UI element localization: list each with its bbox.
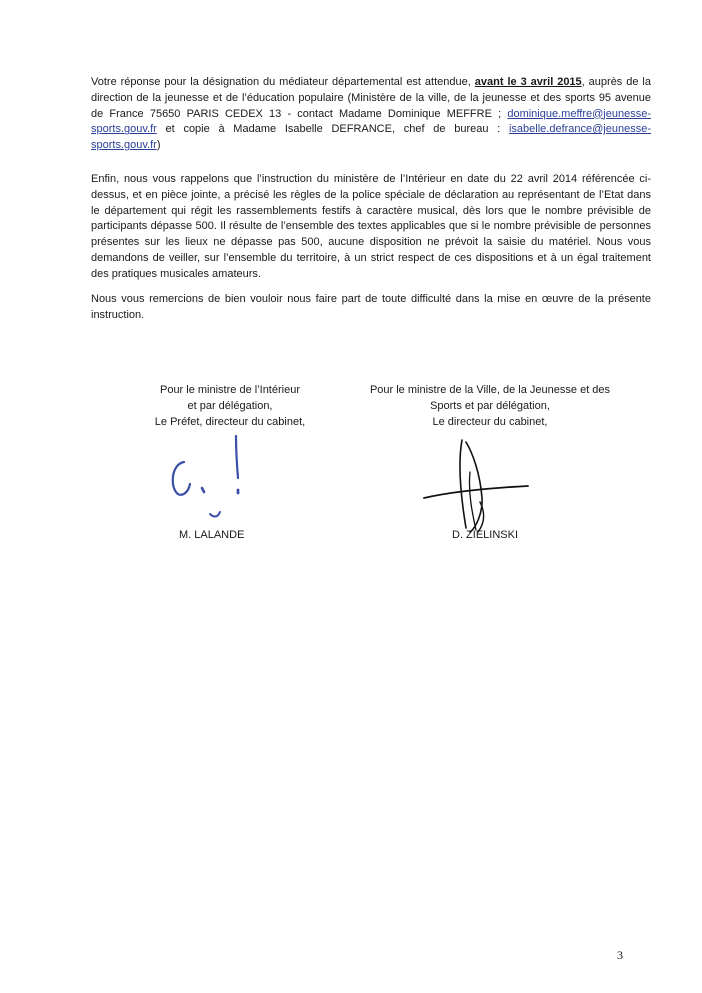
signer-name-zielinski: D. ZIELINSKI [452, 529, 519, 541]
paragraph-instruction-reminder: Enfin, nous vous rappelons que l’instruction du ministère de l’Intérieur en date du 22 avril 2014 référencée ci-dessus, et en pièce jointe, a précisé les règles de la police spéciale de déclaration au représentant de l’Etat dans le département qui régit les rassemblements festifs à caractère musical, dès lors que le nombre prévisible de participants dépasse 500. Il résulte de l’ensemble des textes applicables que si le nombre prévisible de personnes présentes sur les lieux ne dépasse pas 500, aucune disposition ne prévoit la saisie du matériel. Nous vous demandons de veiller, sur l’ensemble du territoire, à un strict respect de ces dispositions et à un égal traitement des pratiques musicales amateurs. [91, 173, 651, 280]
signature-line: Sports et par délégation, [430, 399, 550, 412]
email-link-defrance[interactable]: isabelle.defrance@jeunesse-sports.gouv.fr [91, 123, 651, 152]
paragraph-thanks: Nous vous remercions de bien vouloir nous faire part de toute difficulté dans la mise en œuvre de la présente instruction. [91, 293, 651, 321]
handwritten-signature-lalande [162, 432, 252, 527]
signature-block-interior [132, 383, 328, 430]
signature-line: Pour le ministre de l’Intérieur [159, 384, 300, 396]
p1-text-end: ) [156, 139, 161, 152]
signature-line: Le Préfet, directeur du cabinet, [154, 415, 306, 428]
p1-text-middle: , auprès de la direction de la jeunesse et de l’éducation populaire (Ministère de la ville, de la jeunesse et des sports 95 avenue de France 75650 PARIS CEDEX 13 - contact Madame Dominique MEFFRE ; [91, 76, 651, 120]
p1-text-after-email1: et copie à Madame Isabelle DEFRANCE, chef de bureau : [156, 123, 509, 136]
signature-line: et par délégation, [187, 399, 273, 412]
signature-line: Pour le ministre de la Ville, de la Jeunesse et des [369, 384, 611, 396]
deadline-date: avant le 3 avril 2015 [474, 76, 582, 88]
page-number: 3 [617, 948, 623, 962]
signature-block-ville [360, 383, 620, 430]
handwritten-signature-zielinski [420, 432, 530, 542]
email-link-meffre[interactable]: dominique.meffre@jeunesse-sports.gouv.fr [91, 107, 651, 136]
signer-name-lalande: M. LALANDE [179, 529, 245, 541]
signature-line: Le directeur du cabinet, [432, 415, 548, 428]
p1-text-before: Votre réponse pour la désignation du médiateur départemental est attendue, [91, 76, 475, 88]
paragraph-response-deadline [91, 75, 651, 154]
